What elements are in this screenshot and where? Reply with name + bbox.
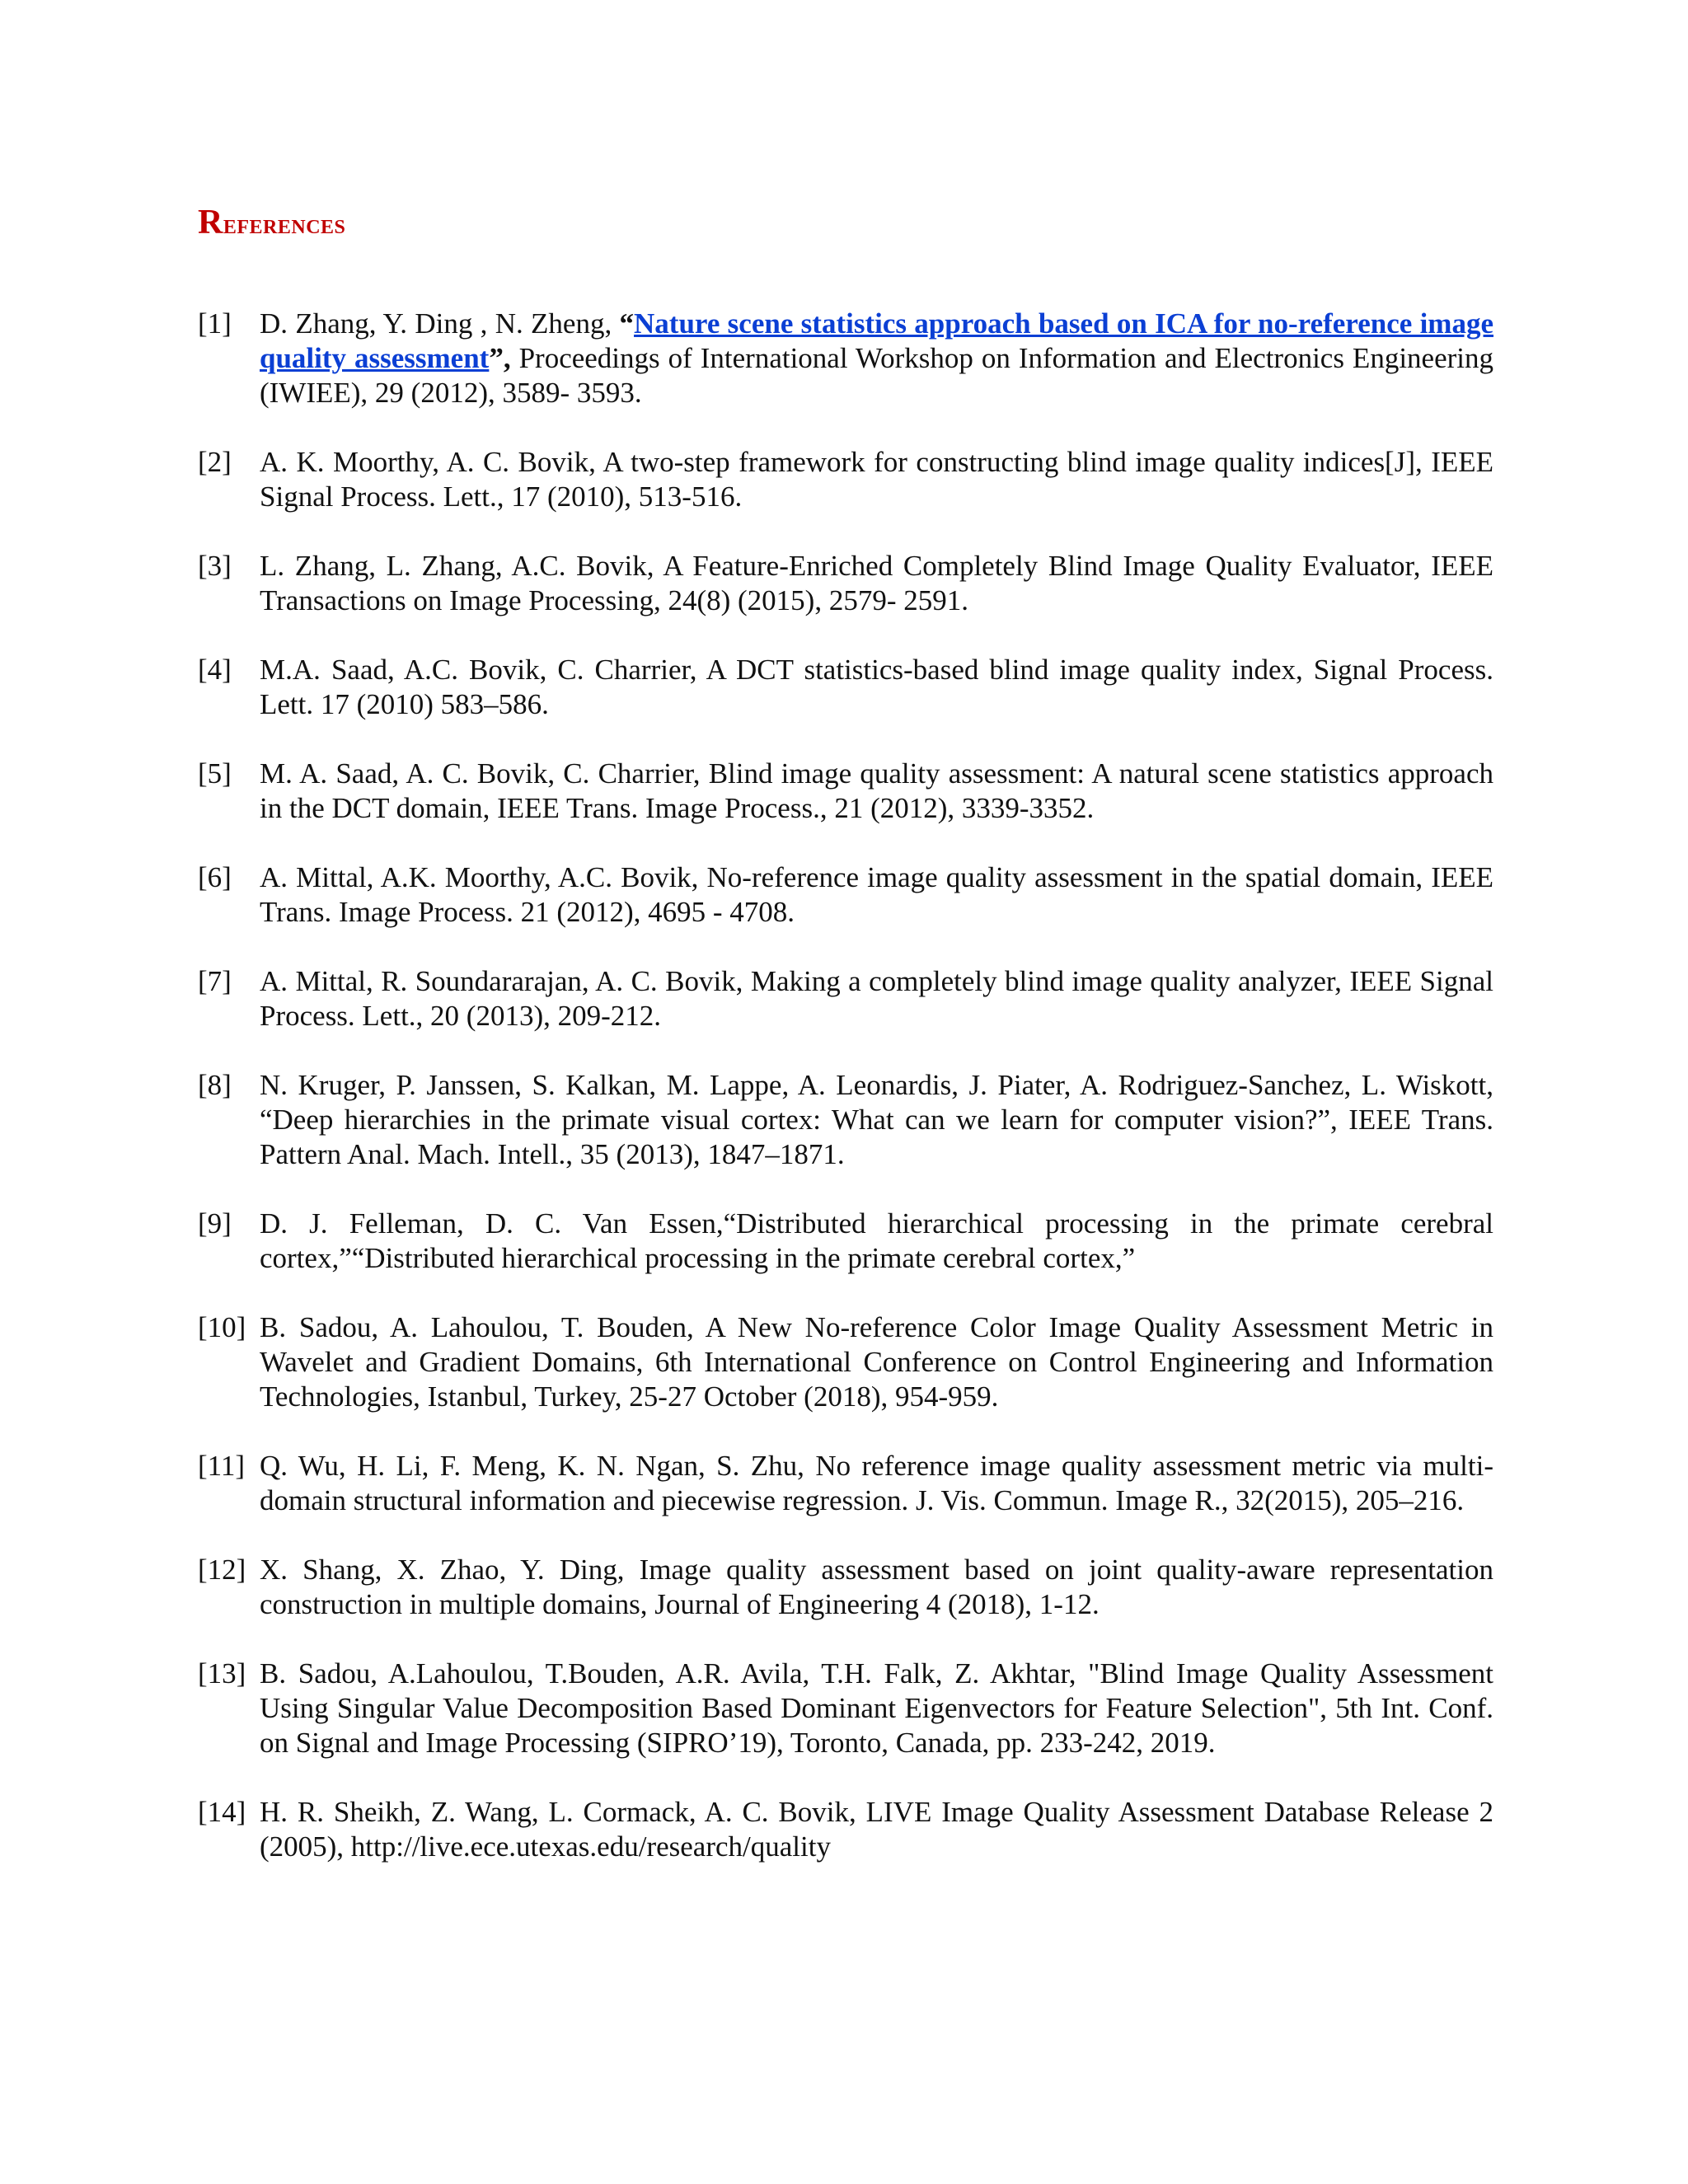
reference-item-6 <box>198 860 1493 930</box>
reference-text: A. K. Moorthy, A. C. Bovik, A two-step framework for constructing blind image quality indices[J], IEEE Signal Process. Lett., 17 (2010), 513-516. <box>260 446 1493 513</box>
reference-text: M.A. Saad, A.C. Bovik, C. Charrier, A DCT statistics-based blind image quality index, Signal Process. Lett. 17 (2010) 583–586. <box>260 654 1493 720</box>
reference-number: [4] <box>198 654 232 686</box>
reference-item-9 <box>198 1207 1493 1276</box>
reference-number: [2] <box>198 446 232 478</box>
reference-text: B. Sadou, A.Lahoulou, T.Bouden, A.R. Avila, T.H. Falk, Z. Akhtar, "Blind Image Quality Assessment Using Singular Value Decomposition Based Dominant Eigenvectors for Feature Selection", 5th Int. Conf. on Signal and Image Processing (SIPRO’19), Toronto, Canada, pp. 233-242, 2019. <box>260 1657 1493 1759</box>
reference-item-1 <box>198 307 1493 410</box>
reference-authors: D. Zhang, Y. Ding , N. Zheng, <box>260 307 620 340</box>
reference-number: [9] <box>198 1207 232 1240</box>
reference-text: L. Zhang, L. Zhang, A.C. Bovik, A Feature-Enriched Completely Blind Image Quality Evaluator, IEEE Transactions on Image Processing, 24(8) (2015), 2579- 2591. <box>260 550 1493 616</box>
reference-number: [10] <box>198 1311 246 1343</box>
reference-number: [6] <box>198 861 232 893</box>
reference-text: Q. Wu, H. Li, F. Meng, K. N. Ngan, S. Zhu, No reference image quality assessment metric via multi-domain structural information and piecewise regression. J. Vis. Commun. Image R., 32(2015), 205–216. <box>260 1450 1493 1516</box>
reference-item-2 <box>198 445 1493 514</box>
reference-item-11 <box>198 1449 1493 1518</box>
reference-number: [5] <box>198 757 232 790</box>
reference-number: [8] <box>198 1069 232 1101</box>
reference-text: B. Sadou, A. Lahoulou, T. Bouden, A New No-reference Color Image Quality Assessment Metric in Wavelet and Gradient Domains, 6th International Conference on Control Engineering and Information Technologies, Istanbul, Turkey, 25-27 October (2018), 954-959. <box>260 1311 1493 1413</box>
reference-number: [1] <box>198 307 232 340</box>
reference-text: M. A. Saad, A. C. Bovik, C. Charrier, Blind image quality assessment: A natural scene statistics approach in the DCT domain, IEEE Trans. Image Process., 21 (2012), 3339-3352. <box>260 757 1493 824</box>
reference-number: [12] <box>198 1554 246 1586</box>
reference-number: [7] <box>198 965 232 997</box>
reference-number: [14] <box>198 1796 246 1828</box>
reference-item-7 <box>198 964 1493 1033</box>
reference-text: A. Mittal, A.K. Moorthy, A.C. Bovik, No-reference image quality assessment in the spatial domain, IEEE Trans. Image Process. 21 (2012), 4695 - 4708. <box>260 861 1493 928</box>
reference-item-13 <box>198 1657 1493 1760</box>
reference-list <box>198 307 1493 1899</box>
reference-number: [11] <box>198 1450 246 1482</box>
reference-item-4 <box>198 653 1493 722</box>
reference-text: H. R. Sheikh, Z. Wang, L. Cormack, A. C. Bovik, LIVE Image Quality Assessment Database Release 2 (2005), http://live.ece.utexas.edu/research/quality <box>260 1796 1493 1863</box>
reference-venue: Proceedings of International Workshop on Information and Electronics Engineering (IWIEE), 29 (2012), 3589- 3593. <box>260 342 1493 409</box>
reference-item-5 <box>198 757 1493 826</box>
reference-item-8 <box>198 1068 1493 1172</box>
references-heading <box>198 203 345 242</box>
reference-number: [13] <box>198 1657 246 1690</box>
reference-number: [3] <box>198 550 232 582</box>
heading-initial: R <box>198 204 223 241</box>
reference-item-12 <box>198 1553 1493 1622</box>
reference-text: X. Shang, X. Zhao, Y. Ding, Image quality assessment based on joint quality-aware representation construction in multiple domains, Journal of Engineering 4 (2018), 1-12. <box>260 1554 1493 1620</box>
close-quote: ”, <box>489 342 511 374</box>
reference-text <box>260 307 1493 410</box>
reference-item-14 <box>198 1795 1493 1864</box>
heading-rest: eferences <box>223 209 346 240</box>
reference-item-10 <box>198 1310 1493 1414</box>
open-quote: “ <box>619 307 635 340</box>
reference-text: N. Kruger, P. Janssen, S. Kalkan, M. Lappe, A. Leonardis, J. Piater, A. Rodriguez-Sanchez, L. Wiskott, “Deep hierarchies in the primate visual cortex: What can we learn for computer vision?”, IEEE Trans. Pattern Anal. Mach. Intell., 35 (2013), 1847–1871. <box>260 1069 1493 1170</box>
reference-item-3 <box>198 549 1493 618</box>
reference-text: D. J. Felleman, D. C. Van Essen,“Distributed hierarchical processing in the primate cerebral cortex,”“Distributed hierarchical processing in the primate cerebral cortex,” <box>260 1207 1493 1274</box>
reference-title-link[interactable]: Nature scene statistics approach based on ICA for no-reference image quality assessment <box>260 307 1493 374</box>
reference-text: A. Mittal, R. Soundararajan, A. C. Bovik, Making a completely blind image quality analyzer, IEEE Signal Process. Lett., 20 (2013), 209-212. <box>260 965 1493 1032</box>
